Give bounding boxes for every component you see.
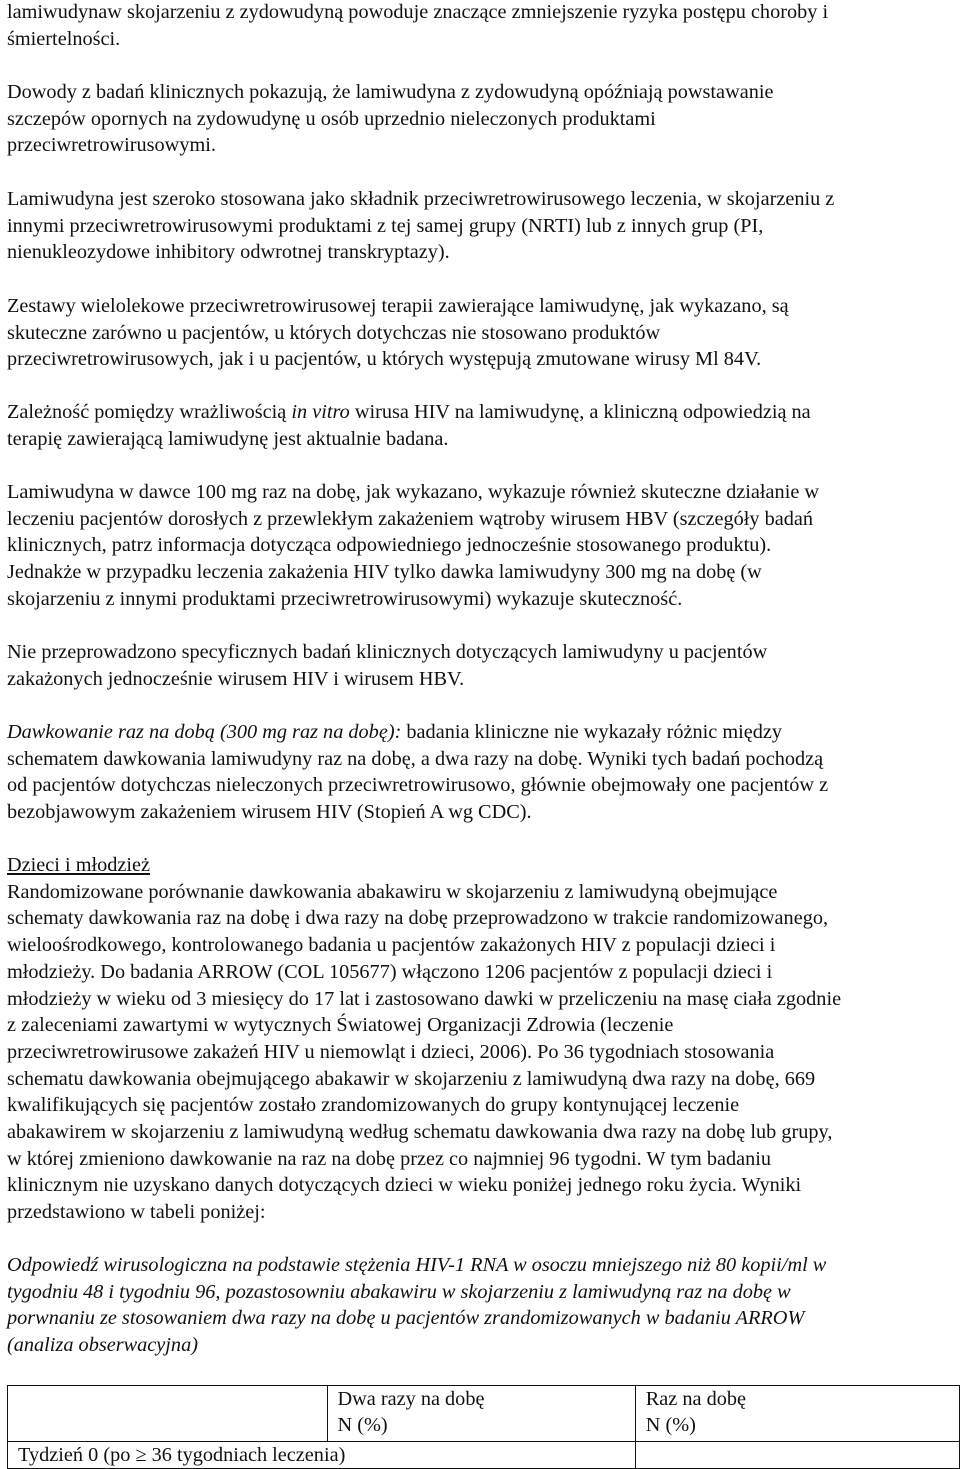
paragraph-4 bbox=[7, 293, 789, 373]
section-heading: Dzieci i młodzież bbox=[7, 854, 151, 876]
table-cell-empty bbox=[635, 1442, 959, 1469]
text-line: porwnaniu ze stosowaniem dwa razy na dobę u pacjentów zrandomizowanych w badaniu ARROW bbox=[7, 1307, 805, 1330]
text-line: Zestawy wielolekowe przeciwretrowirusowej terapii zawierające lamiwudynę, jak wykazano, są bbox=[7, 295, 789, 317]
text-line: Dowody z badań klinicznych pokazują, że lamiwudyna z zydowudyną opóźniają powstawanie bbox=[7, 81, 774, 103]
table-header-cell-twice-daily bbox=[327, 1386, 635, 1442]
text-line: schematem dawkowania lamiwudyny raz na dobę, a dwa razy na dobę. Wyniki tych badań pochodzą bbox=[7, 747, 824, 770]
text-span: Zależność pomiędzy wrażliwością bbox=[7, 401, 292, 423]
text-line: Nie przeprowadzono specyficznych badań klinicznych dotyczących lamiwudyny u pacjentów bbox=[7, 641, 768, 663]
text-line: przeciwretrowirusowe zakażeń HIV u niemowląt i dzieci, 2006). Po 36 tygodniach stosowania bbox=[7, 1040, 775, 1063]
paragraph-1 bbox=[7, 0, 828, 52]
text-line: Odpowiedź wirusologiczna na podstawie stężenia HIV-1 RNA w osoczu mniejszego niż 80 kopii/ml w bbox=[7, 1254, 827, 1276]
text-line: z zaleceniami zawartymi w wytycznych Światowej Organizacji Zdrowia (leczenie bbox=[7, 1014, 674, 1037]
text-line: młodzieży w wieku od 3 miesięcy do 17 lat i zastosowano dawki w przeliczeniu na masę ciała zgodnie bbox=[7, 987, 842, 1010]
text-line: klinicznym nie uzyskano danych dotyczących dzieci w wieku poniżej jednego roku życia. Wyniki bbox=[7, 1174, 802, 1197]
text-line: terapię zawierającą lamiwudynę jest aktualnie badana. bbox=[7, 427, 449, 450]
text-line: nienukleozydowe inhibitory odwrotnej transkryptazy). bbox=[7, 241, 450, 264]
table-row bbox=[8, 1442, 960, 1469]
arrow-results-table bbox=[7, 1385, 960, 1469]
text-line: lamiwudynaw skojarzeniu z zydowudyną powoduje znaczące zmniejszenie ryzyka postępu choroby i bbox=[7, 1, 829, 23]
text-line: śmiertelności. bbox=[7, 27, 121, 50]
text-line: schematu dawkowania obejmującego abakawir w skojarzeniu z lamiwudyną dwa razy na dobę, 669 bbox=[7, 1067, 816, 1090]
text-line: (analiza obserwacyjna) bbox=[7, 1334, 198, 1357]
table-header-cell-once-daily bbox=[635, 1386, 959, 1442]
text-line: leczeniu pacjentów dorosłych z przewlekłym zakażeniem wątroby wirusem HBV (szczegóły badań bbox=[7, 507, 814, 530]
text-line: przeciwretrowirusowych, jak i u pacjentów, u których występują zmutowane wirusy Ml 84V. bbox=[7, 348, 762, 371]
italic-text: Dawkowanie raz na dobą (300 mg raz na dobę): bbox=[7, 721, 402, 743]
paragraph-3 bbox=[7, 186, 834, 266]
text-line bbox=[7, 719, 828, 746]
text-line: kwalifikujących się pacjentów zostało zrandomizowanych do grupy kontynującej leczenie bbox=[7, 1094, 740, 1117]
text-line: skojarzeniu z innymi produktami przeciwretrowirusowymi) wykazuje skuteczność. bbox=[7, 587, 683, 610]
paragraph-8 bbox=[7, 719, 828, 826]
text-line: skuteczne zarówno u pacjentów, u których dotychczas nie stosowano produktów bbox=[7, 321, 661, 344]
text-line: wieloośrodkowego, kontrolowanego badania u pacjentów zakażonych HIV z populacji dzieci i bbox=[7, 934, 776, 957]
table-header-cell-empty bbox=[8, 1386, 328, 1442]
text-line: innymi przeciwretrowirusowymi produktami z tej samej grupy (NRTI) lub z innych grup (PI, bbox=[7, 214, 764, 237]
text-line: Lamiwudyna jest szeroko stosowana jako składnik przeciwretrowirusowego leczenia, w skojarzeniu z bbox=[7, 188, 835, 210]
header-unit: N (%) bbox=[337, 1414, 388, 1436]
header-label: Raz na dobę bbox=[645, 1388, 747, 1410]
text-line: abakawirem w skojarzeniu z lamiwudyną według schematu dawkowania dwa razy na dobę lub grupy, bbox=[7, 1121, 833, 1144]
text-line: przedstawiono w tabeli poniżej: bbox=[7, 1201, 266, 1224]
text-line: tygodniu 48 i tygodniu 96, pozastosowniu abakawiru w skojarzeniu z lamiwudyną raz na dobę w bbox=[7, 1280, 791, 1303]
text-line: Lamiwudyna w dawce 100 mg raz na dobę, jak wykazano, wykazuje również skuteczne działanie w bbox=[7, 481, 820, 503]
table-caption bbox=[7, 1252, 826, 1359]
table-row-label: Tydzień 0 (po ≥ 36 tygodniach leczenia) bbox=[8, 1442, 636, 1469]
text-line: Jednakże w przypadku leczenia zakażenia HIV tylko dawka lamiwudyny 300 mg na dobę (w bbox=[7, 561, 762, 584]
paragraph-2 bbox=[7, 79, 774, 159]
paragraph-5 bbox=[7, 399, 811, 452]
header-unit: N (%) bbox=[645, 1414, 696, 1436]
header-label: Dwa razy na dobę bbox=[337, 1388, 485, 1410]
paragraph-6 bbox=[7, 479, 819, 613]
text-line: Randomizowane porównanie dawkowania abakawiru w skojarzeniu z lamiwudyną obejmujące bbox=[7, 880, 778, 903]
text-line: młodzieży. Do badania ARROW (COL 105677) włączono 1206 pacjentów z populacji dzieci i bbox=[7, 960, 773, 983]
text-line: przeciwretrowirusowymi. bbox=[7, 134, 216, 157]
text-line: w której zmieniono dawkowanie na raz na dobę przez co najmniej 96 tygodni. W tym badaniu bbox=[7, 1147, 772, 1170]
text-span: wirusa HIV na lamiwudynę, a kliniczną odpowiedzią na bbox=[349, 401, 811, 423]
text-line bbox=[7, 399, 811, 426]
text-span: badania kliniczne nie wykazały różnic między bbox=[401, 721, 783, 743]
text-line: szczepów opornych na zydowudynę u osób uprzednio nieleczonych produktami bbox=[7, 107, 656, 130]
paragraph-7 bbox=[7, 639, 767, 692]
table-header-row bbox=[8, 1386, 960, 1442]
text-line: bezobjawowym zakażeniem wirusem HIV (Stopień A wg CDC). bbox=[7, 801, 532, 824]
text-line: od pacjentów dotychczas nieleczonych przeciwretrowirusowo, głównie obejmowały one pacjentów z bbox=[7, 774, 829, 797]
text-line: schematy dawkowania raz na dobę i dwa razy na dobę przeprowadzono w trakcie randomizowanego, bbox=[7, 907, 829, 930]
text-line: klinicznych, patrz informacja dotycząca odpowiedniego jednocześnie stosowanego produktu). bbox=[7, 534, 772, 557]
text-line: zakażonych jednocześnie wirusem HIV i wirusem HBV. bbox=[7, 667, 465, 690]
paragraph-9 bbox=[7, 852, 841, 1226]
italic-text: in vitro bbox=[291, 401, 350, 423]
